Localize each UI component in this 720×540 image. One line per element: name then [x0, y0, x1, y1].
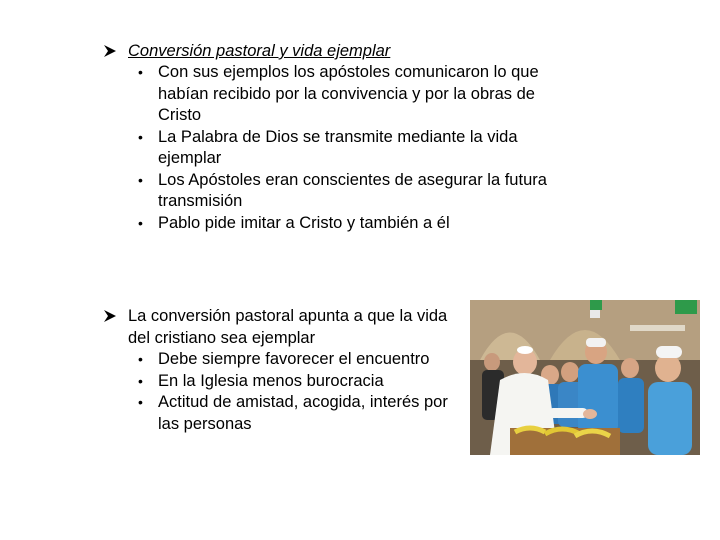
list-item-text: Los Apóstoles eran conscientes de asegurar la futura transmisión: [158, 170, 547, 210]
exit-sign-icon: [675, 300, 697, 314]
list-item: [130, 349, 462, 371]
section-heading: [102, 305, 462, 349]
bullet-list: [130, 62, 562, 234]
list-item-text: Debe siempre favorecer el encuentro: [158, 350, 430, 368]
bullet-list: [130, 349, 462, 435]
arrowhead-bullet-icon: [102, 40, 120, 62]
exit-sign-icon: [590, 300, 602, 310]
list-item: [130, 371, 462, 393]
list-item-text: Con sus ejemplos los apóstoles comunicaron lo que habían recibido por la convivencia y por la obras de Cristo: [158, 63, 539, 124]
bullet-dot: •: [138, 128, 143, 145]
bullet-dot: •: [138, 372, 143, 389]
list-item: [130, 62, 562, 127]
section-vida-ejemplar: [102, 305, 462, 435]
list-item-text: En la Iglesia menos burocracia: [158, 371, 384, 390]
section-heading-text: Conversión pastoral y vida ejemplar: [128, 42, 391, 60]
list-item-text: La Palabra de Dios se transmite mediante la vida ejemplar: [158, 127, 518, 167]
arrowhead-bullet-icon: [102, 305, 120, 327]
photo-illustration: [470, 300, 700, 455]
section-heading-text: La conversión pastoral apunta a que la vida del cristiano sea ejemplar: [128, 307, 448, 347]
bullet-dot: •: [138, 64, 143, 80]
section-conversion-pastoral: [102, 40, 562, 234]
list-item: [130, 392, 462, 435]
section-heading: [102, 40, 562, 62]
list-item-text: Actitud de amistad, acogida, interés por las personas: [158, 393, 448, 433]
photo-pope-greeting-volunteers: [470, 300, 700, 455]
list-item: [130, 213, 562, 235]
list-item-text: Pablo pide imitar a Cristo y también a él: [158, 213, 450, 232]
bullet-dot: •: [138, 394, 143, 410]
list-item: [130, 127, 562, 170]
bullet-dot: •: [138, 171, 143, 188]
bullet-dot: •: [138, 351, 143, 367]
list-item: [130, 170, 562, 213]
bullet-dot: •: [138, 214, 143, 231]
